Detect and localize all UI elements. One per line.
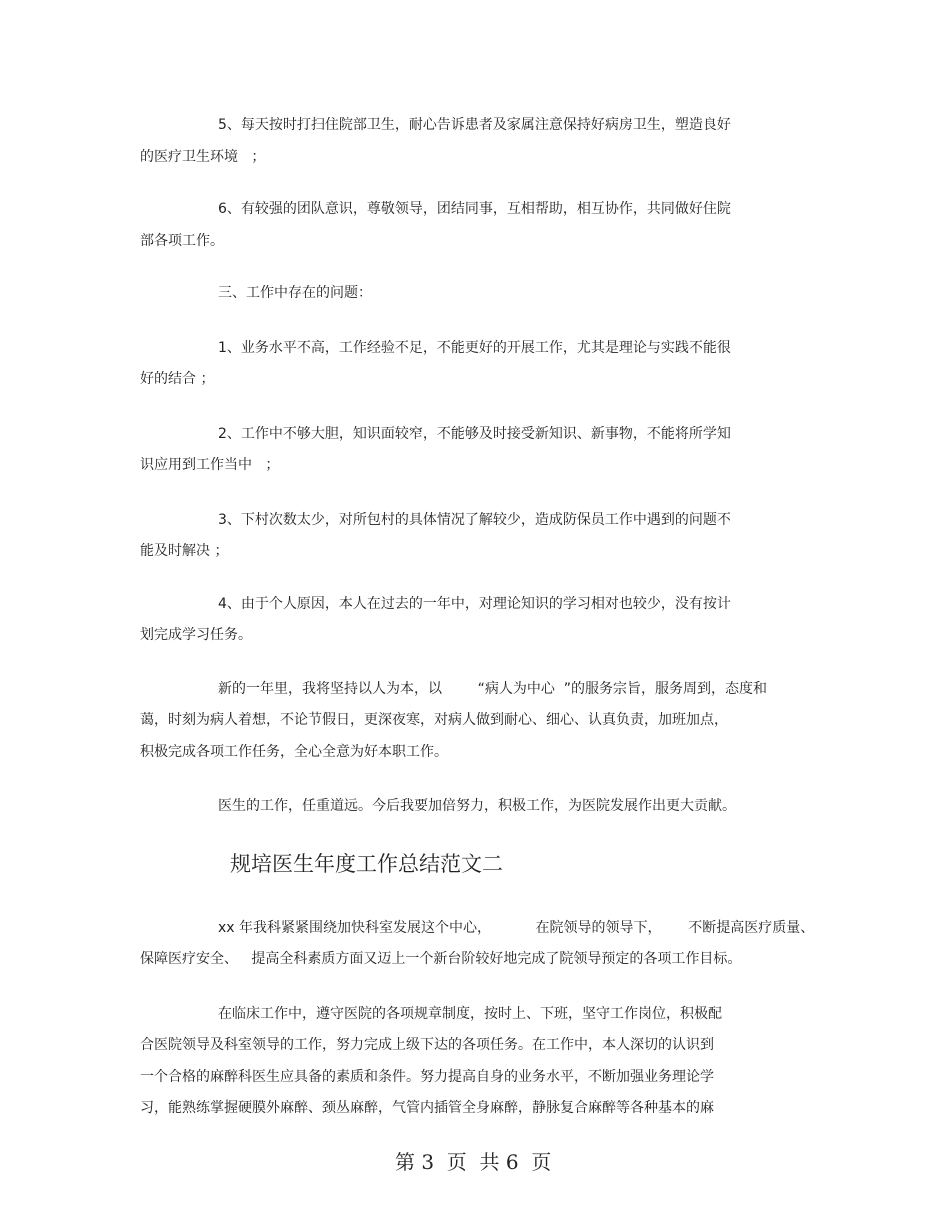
text-line: 能及时解决 ； [140, 543, 229, 559]
text-line: 3、下村次数太少，对所包村的具体情况了解较少，造成防保员工作中遇到的问题不 [218, 512, 731, 528]
text-line: 的医疗卫生环境 ； [140, 149, 266, 165]
text-line: 医生的工作，任重道远。今后我要加倍努力，积极工作，为医院发展作出更大贡献。 [218, 798, 736, 814]
text-line: 蔼，时刻为病人着想，不论节假日，更深夜寒，对病人做到耐心、细心、认真负责，加班加点， [140, 712, 728, 728]
section-title: 规培医生年度工作总结范文二 [230, 852, 503, 876]
text-line: 识应用到工作当中 ； [140, 457, 280, 473]
text-line: 习，能熟练掌握硬膜外麻醉、颈丛麻醉，气管内插管全身麻醉，静脉复合麻醉等各种基本的麻 [140, 1100, 714, 1116]
text-line: 4、由于个人原因，本人在过去的一年中，对理论知识的学习相对也较少，没有按计 [218, 596, 731, 612]
text-line: xx 年我科紧紧围绕加快科室发展这个中心， 在院领导的领导下， 不断提高医疗质量、 [218, 920, 815, 936]
page-indicator: 第 3 页 共 6 页 [395, 1150, 552, 1174]
text-line: 一个合格的麻醉科医生应具备的素质和条件。努力提高自身的业务水平，不断加强业务理论学 [140, 1069, 714, 1085]
text-line: 三、工作中存在的问题： [218, 285, 372, 301]
text-line: 合医院领导及科室领导的工作，努力完成上级下达的各项任务。在工作中，本人深切的认识到 [140, 1037, 714, 1053]
text-line: 积极完成各项工作任务，全心全意为好本职工作。 [140, 744, 448, 760]
text-line: 5、每天按时打扫住院部卫生，耐心告诉患者及家属注意保持好病房卫生，塑造良好 [218, 117, 731, 133]
text-line: 在临床工作中，遵守医院的各项规章制度，按时上、下班，坚守工作岗位，积极配 [218, 1006, 722, 1022]
text-line: 6、有较强的团队意识，尊敬领导，团结同事，互相帮助，相互协作，共同做好住院 [218, 201, 731, 217]
text-line: 部各项工作。 [140, 233, 224, 249]
text-line: 2、工作中不够大胆，知识面较窄，不能够及时接受新知识、新事物，不能将所学知 [218, 426, 731, 442]
text-line: 新的一年里，我将坚持以人为本，以 “病人为中心 ”的服务宗旨，服务周到，态度和 [218, 681, 768, 697]
text-line: 保障医疗安全、 提高全科素质方面又迈上一个新台阶较好地完成了院领导预定的各项工作目标。 [140, 951, 742, 967]
text-line: 好的结合 ； [140, 371, 215, 387]
text-line: 划完成学习任务。 [140, 627, 252, 643]
text-line: 1、业务水平不高，工作经验不足，不能更好的开展工作，尤其是理论与实践不能很 [218, 340, 731, 356]
